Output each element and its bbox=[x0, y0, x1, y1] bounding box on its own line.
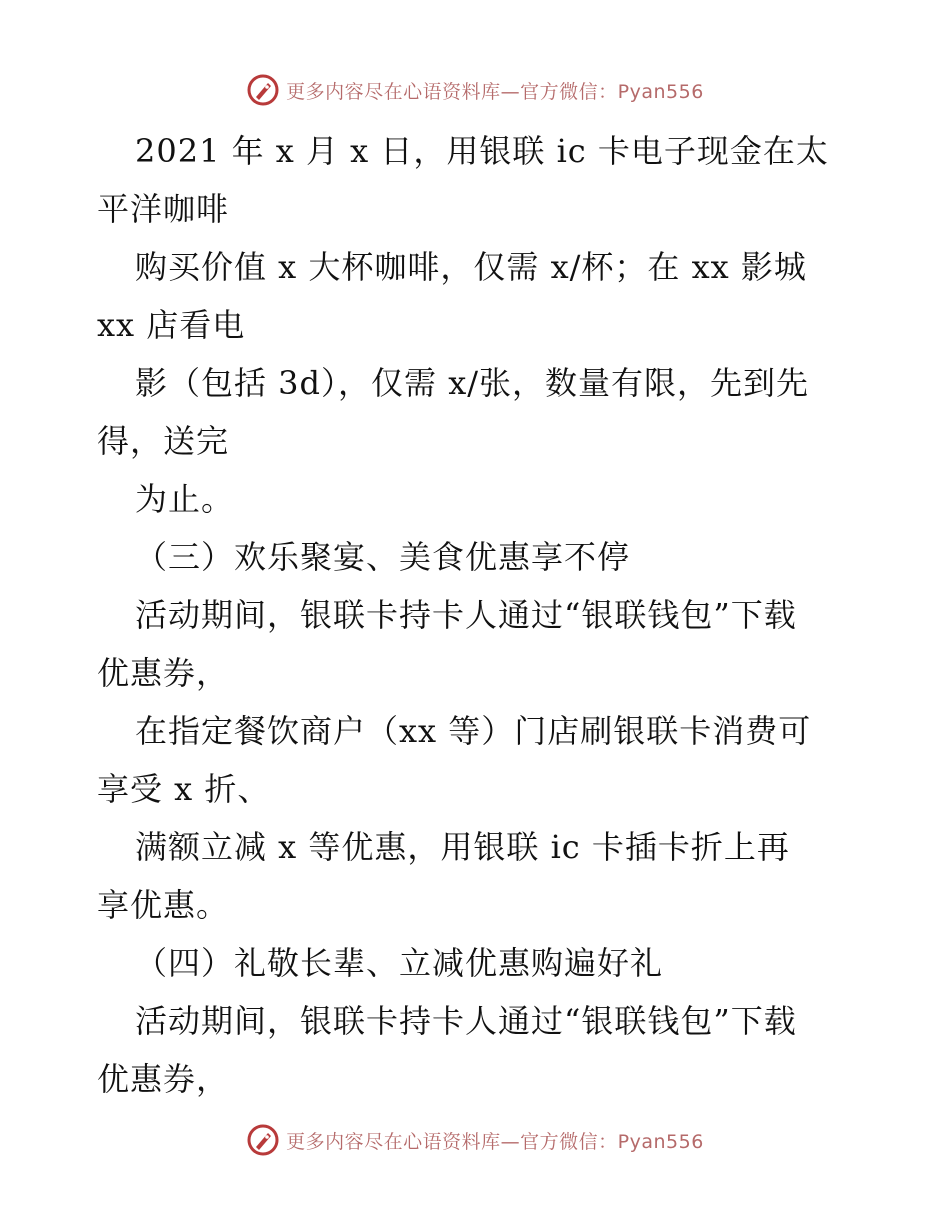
paragraph-line: 享受 x 折、 bbox=[97, 770, 271, 808]
paragraph-line: 得，送完 bbox=[97, 422, 230, 460]
header-banner bbox=[0, 70, 950, 110]
paragraph-line: 活动期间，银联卡持卡人通过“银联钱包”下载 bbox=[135, 596, 797, 634]
paragraph-line: 优惠券， bbox=[97, 1060, 230, 1098]
banner-text: 更多内容尽在心语资料库—官方微信：Pyan556 bbox=[286, 1130, 704, 1153]
document-body bbox=[97, 122, 867, 1108]
pen-nib-seal-icon bbox=[246, 73, 280, 107]
section-heading: （三）欢乐聚宴、美食优惠享不停 bbox=[135, 538, 631, 576]
paragraph-line: 购买价值 x 大杯咖啡，仅需 x/杯；在 xx 影城 bbox=[135, 248, 807, 286]
footer-banner-content bbox=[246, 1123, 704, 1157]
header-banner-content bbox=[246, 73, 704, 107]
paragraph-line: 在指定餐饮商户（xx 等）门店刷银联卡消费可 bbox=[135, 712, 812, 750]
paragraph-line: 2021 年 x 月 x 日，用银联 ic 卡电子现金在太 bbox=[135, 132, 829, 170]
banner-text: 更多内容尽在心语资料库—官方微信：Pyan556 bbox=[286, 80, 704, 103]
paragraph-line: 影（包括 3d），仅需 x/张，数量有限，先到先 bbox=[135, 364, 810, 402]
paragraph-line: 为止。 bbox=[135, 480, 235, 518]
pen-nib-seal-icon bbox=[246, 1123, 280, 1157]
section-heading: （四）礼敬长辈、立减优惠购遍好礼 bbox=[135, 944, 664, 982]
paragraph-line: xx 店看电 bbox=[97, 306, 246, 344]
footer-banner bbox=[0, 1120, 950, 1160]
paragraph-line: 优惠券， bbox=[97, 654, 230, 692]
paragraph-line: 平洋咖啡 bbox=[97, 190, 230, 228]
paragraph-line: 活动期间，银联卡持卡人通过“银联钱包”下载 bbox=[135, 1002, 797, 1040]
paragraph-line: 满额立减 x 等优惠，用银联 ic 卡插卡折上再 bbox=[135, 828, 790, 866]
paragraph-line: 享优惠。 bbox=[97, 886, 230, 924]
